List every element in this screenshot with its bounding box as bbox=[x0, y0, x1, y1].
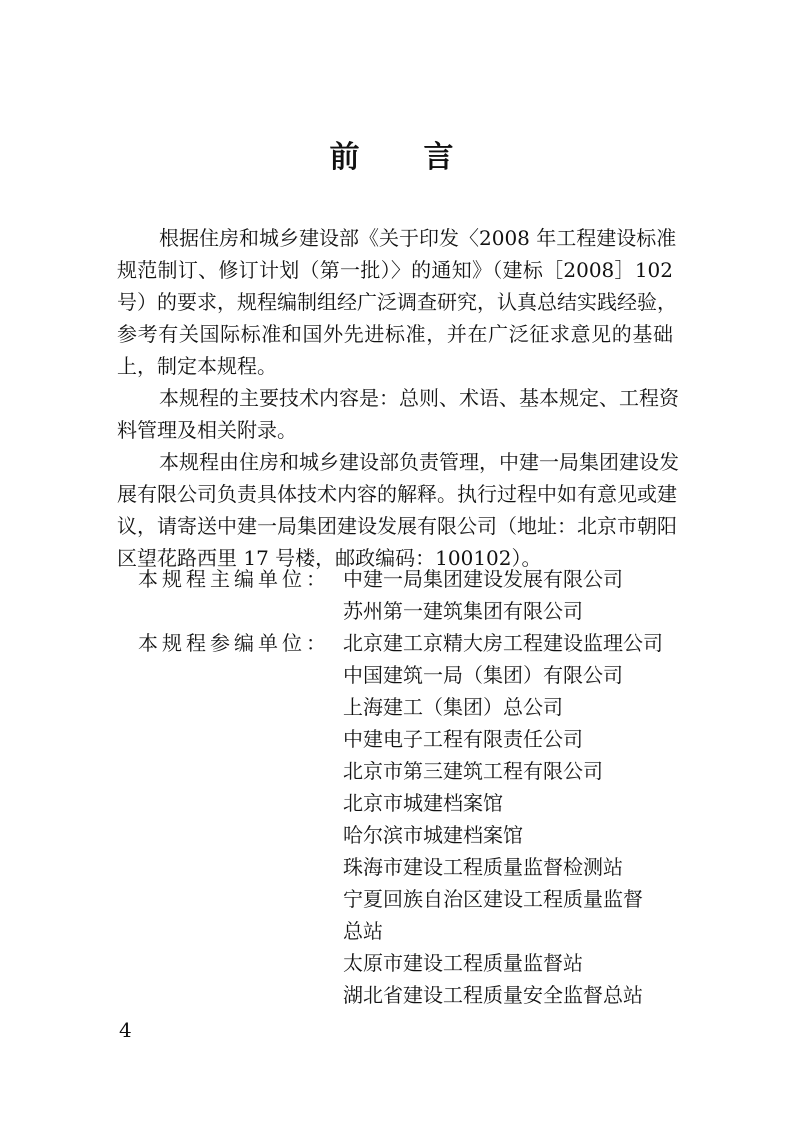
unit-name: 中建一局集团建设发展有限公司 bbox=[343, 567, 623, 591]
unit-label bbox=[138, 723, 343, 755]
unit-label: 本规程主编单位： bbox=[138, 567, 330, 591]
unit-row bbox=[138, 595, 663, 627]
unit-row bbox=[138, 883, 663, 915]
unit-name: 苏州第一建筑集团有限公司 bbox=[343, 599, 583, 623]
paragraph-line: 参考有关国际标准和国外先进标准，并在广泛征求意见的基础 bbox=[117, 322, 673, 346]
unit-label bbox=[138, 755, 343, 787]
unit-name: 宁夏回族自治区建设工程质量监督 bbox=[343, 887, 643, 911]
title-char: 言 bbox=[423, 140, 456, 175]
page-title bbox=[0, 132, 785, 176]
unit-label bbox=[138, 915, 343, 947]
preface-body bbox=[117, 222, 679, 574]
unit-label bbox=[138, 659, 343, 691]
paragraph-line: 本规程由住房和城乡建设部负责管理，中建一局集团建设发 bbox=[159, 450, 679, 474]
unit-name: 湖北省建设工程质量安全监督总站 bbox=[343, 983, 643, 1007]
units-list bbox=[138, 563, 663, 1011]
unit-row bbox=[138, 851, 663, 883]
unit-row bbox=[138, 563, 663, 595]
paragraph-line: 区望花路西里 17 号楼，邮政编码：100102）。 bbox=[117, 546, 542, 570]
unit-label bbox=[138, 947, 343, 979]
unit-row bbox=[138, 755, 663, 787]
unit-name: 北京市城建档案馆 bbox=[343, 791, 503, 815]
unit-name: 北京市第三建筑工程有限公司 bbox=[343, 759, 603, 783]
unit-name: 哈尔滨市城建档案馆 bbox=[343, 823, 523, 847]
paragraph-line: 议，请寄送中建一局集团建设发展有限公司（地址：北京市朝阳 bbox=[117, 514, 677, 538]
unit-label bbox=[138, 851, 343, 883]
unit-label bbox=[138, 883, 343, 915]
unit-name: 太原市建设工程质量监督站 bbox=[343, 951, 583, 975]
unit-row bbox=[138, 723, 663, 755]
unit-label bbox=[138, 819, 343, 851]
paragraph-line: 上，制定本规程。 bbox=[117, 354, 277, 378]
unit-label bbox=[138, 787, 343, 819]
paragraph-line: 本规程的主要技术内容是：总则、术语、基本规定、工程资 bbox=[159, 386, 679, 410]
unit-row bbox=[138, 947, 663, 979]
paragraph-line: 号）的要求，规程编制组经广泛调查研究，认真总结实践经验， bbox=[117, 290, 677, 314]
unit-name: 总站 bbox=[343, 919, 383, 943]
unit-name: 上海建工（集团）总公司 bbox=[343, 695, 563, 719]
unit-row bbox=[138, 659, 663, 691]
unit-row bbox=[138, 915, 663, 947]
unit-label bbox=[138, 595, 343, 627]
paragraph-line: 规范制订、修订计划（第一批）〉的通知》（建标［2008］102 bbox=[117, 258, 673, 282]
unit-name: 中国建筑一局（集团）有限公司 bbox=[343, 663, 623, 687]
paragraph-line: 根据住房和城乡建设部《关于印发〈2008 年工程建设标准 bbox=[159, 226, 677, 250]
unit-label: 本规程参编单位： bbox=[138, 631, 330, 655]
unit-row bbox=[138, 979, 663, 1011]
unit-row bbox=[138, 691, 663, 723]
paragraph-line: 展有限公司负责具体技术内容的解释。执行过程中如有意见或建 bbox=[117, 482, 677, 506]
paragraph-line: 料管理及相关附录。 bbox=[117, 418, 297, 442]
unit-row bbox=[138, 787, 663, 819]
unit-label bbox=[138, 691, 343, 723]
page-number: 4 bbox=[119, 1018, 132, 1042]
unit-row bbox=[138, 627, 663, 659]
unit-row bbox=[138, 819, 663, 851]
unit-name: 中建电子工程有限责任公司 bbox=[343, 727, 583, 751]
title-char: 前 bbox=[329, 140, 362, 175]
unit-name: 北京建工京精大房工程建设监理公司 bbox=[343, 631, 663, 655]
unit-label bbox=[138, 979, 343, 1011]
unit-name: 珠海市建设工程质量监督检测站 bbox=[343, 855, 623, 879]
